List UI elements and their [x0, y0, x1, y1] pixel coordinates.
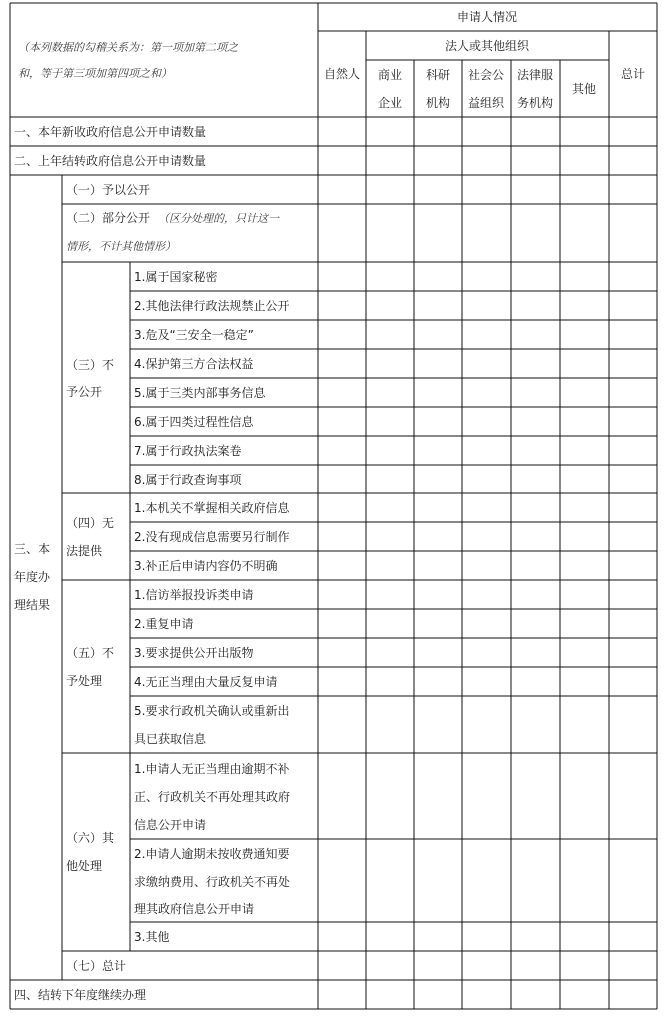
other-processing-item-3: 3.其他 [134, 930, 170, 944]
commercial-header-2: 企业 [377, 96, 403, 110]
group-unable-to-provide-line1: （四）无 [66, 516, 115, 530]
section3-label-line1: 三、本 [14, 542, 51, 556]
other-processing-item-2-line3: 理其政府信息公开申请 [134, 902, 255, 916]
group-unable-to-provide-line2: 法提供 [66, 544, 103, 558]
natural-person-header: 自然人 [323, 67, 361, 81]
row-subtotal: （七）总计 [66, 959, 127, 973]
research-header-1: 科研 [425, 68, 451, 82]
not-disclosed-item: 4.保护第三方合法权益 [134, 357, 254, 371]
section3-label-line2: 年度办 [14, 570, 51, 584]
group-other-processing-line2: 他处理 [66, 859, 103, 873]
not-disclosed-item: 3.危及“三安全一稳定” [134, 328, 254, 342]
other-processing-item-2-line1: 2.申请人逾期未按收费通知要 [134, 847, 290, 861]
unable-to-provide-item: 2.没有现成信息需要另行制作 [134, 530, 290, 544]
not-disclosed-item: 6.属于四类过程性信息 [134, 415, 254, 429]
not-processed-item-5-line2: 具已获取信息 [134, 732, 207, 746]
row-carry-to-next-year: 四、结转下年度继续办理 [14, 988, 147, 1002]
not-disclosed-item: 2.其他法律行政法规禁止公开 [134, 299, 290, 313]
group-not-disclosed-line1: （三）不 [66, 358, 115, 372]
research-header-2: 机构 [425, 96, 451, 110]
other-processing-item-2-line2: 求缴纳费用、行政机关不再处 [134, 875, 291, 889]
applicant-header: 申请人情况 [456, 10, 518, 24]
row-partially-disclosed-line2: 情形，不计其他情形） [66, 240, 176, 253]
group-not-processed-line2: 予处理 [66, 674, 103, 688]
group-not-disclosed-line2: 予公开 [66, 385, 103, 399]
other-processing-item-1-line2: 正、行政机关不再处理其政府 [134, 790, 291, 804]
row-new-applications: 一、本年新收政府信息公开申请数量 [14, 125, 207, 139]
row-disclosed: （一）予以公开 [66, 183, 151, 197]
row-carried-over-applications: 二、上年结转政府信息公开申请数量 [14, 154, 207, 168]
not-processed-item: 4.无正当理由大量反复申请 [134, 675, 278, 689]
checksum-note-line2: 和，等于第三项加第四项之和） [18, 67, 172, 80]
legal-group-header: 法人或其他组织 [444, 39, 530, 53]
checksum-note-line1: （本列数据的勾稽关系为：第一项加第二项之 [18, 41, 238, 54]
row-labels [14, 124, 290, 1002]
other-processing-item-1-line1: 1.申请人无正当理由逾期不补 [134, 762, 290, 776]
legal-service-header-2: 务机构 [516, 96, 554, 110]
section3-label-line3: 理结果 [14, 598, 51, 612]
other-header: 其他 [571, 82, 597, 96]
legal-service-header-1: 法律服 [516, 68, 554, 82]
not-processed-item: 3.要求提供公开出版物 [134, 646, 254, 660]
not-disclosed-item: 5.属于三类内部事务信息 [134, 386, 266, 400]
public-welfare-header-1: 社会公 [467, 68, 505, 82]
group-not-processed-line1: （五）不 [66, 646, 115, 660]
total-header: 总计 [620, 67, 646, 81]
row-partially-disclosed-note: （区分处理的，只计这一 [158, 212, 279, 225]
unable-to-provide-item: 1.本机关不掌握相关政府信息 [134, 501, 290, 515]
not-processed-item-5-line1: 5.要求行政机关确认或重新出 [134, 704, 290, 718]
not-disclosed-item: 8.属于行政查询事项 [134, 473, 242, 487]
other-processing-item-1-line3: 信息公开申请 [134, 818, 207, 832]
commercial-header-1: 商业 [377, 68, 403, 82]
group-other-processing-line1: （六）其 [66, 831, 115, 845]
row-partially-disclosed-line1: （二）部分公开 [66, 211, 151, 225]
not-processed-item: 1.信访举报投诉类申请 [134, 588, 254, 602]
not-disclosed-item: 1.属于国家秘密 [134, 270, 218, 284]
unable-to-provide-item: 3.补正后申请内容仍不明确 [134, 559, 278, 573]
not-disclosed-item: 7.属于行政执法案卷 [134, 444, 242, 458]
not-processed-item: 2.重复申请 [134, 617, 194, 631]
public-welfare-header-2: 益组织 [467, 96, 505, 110]
